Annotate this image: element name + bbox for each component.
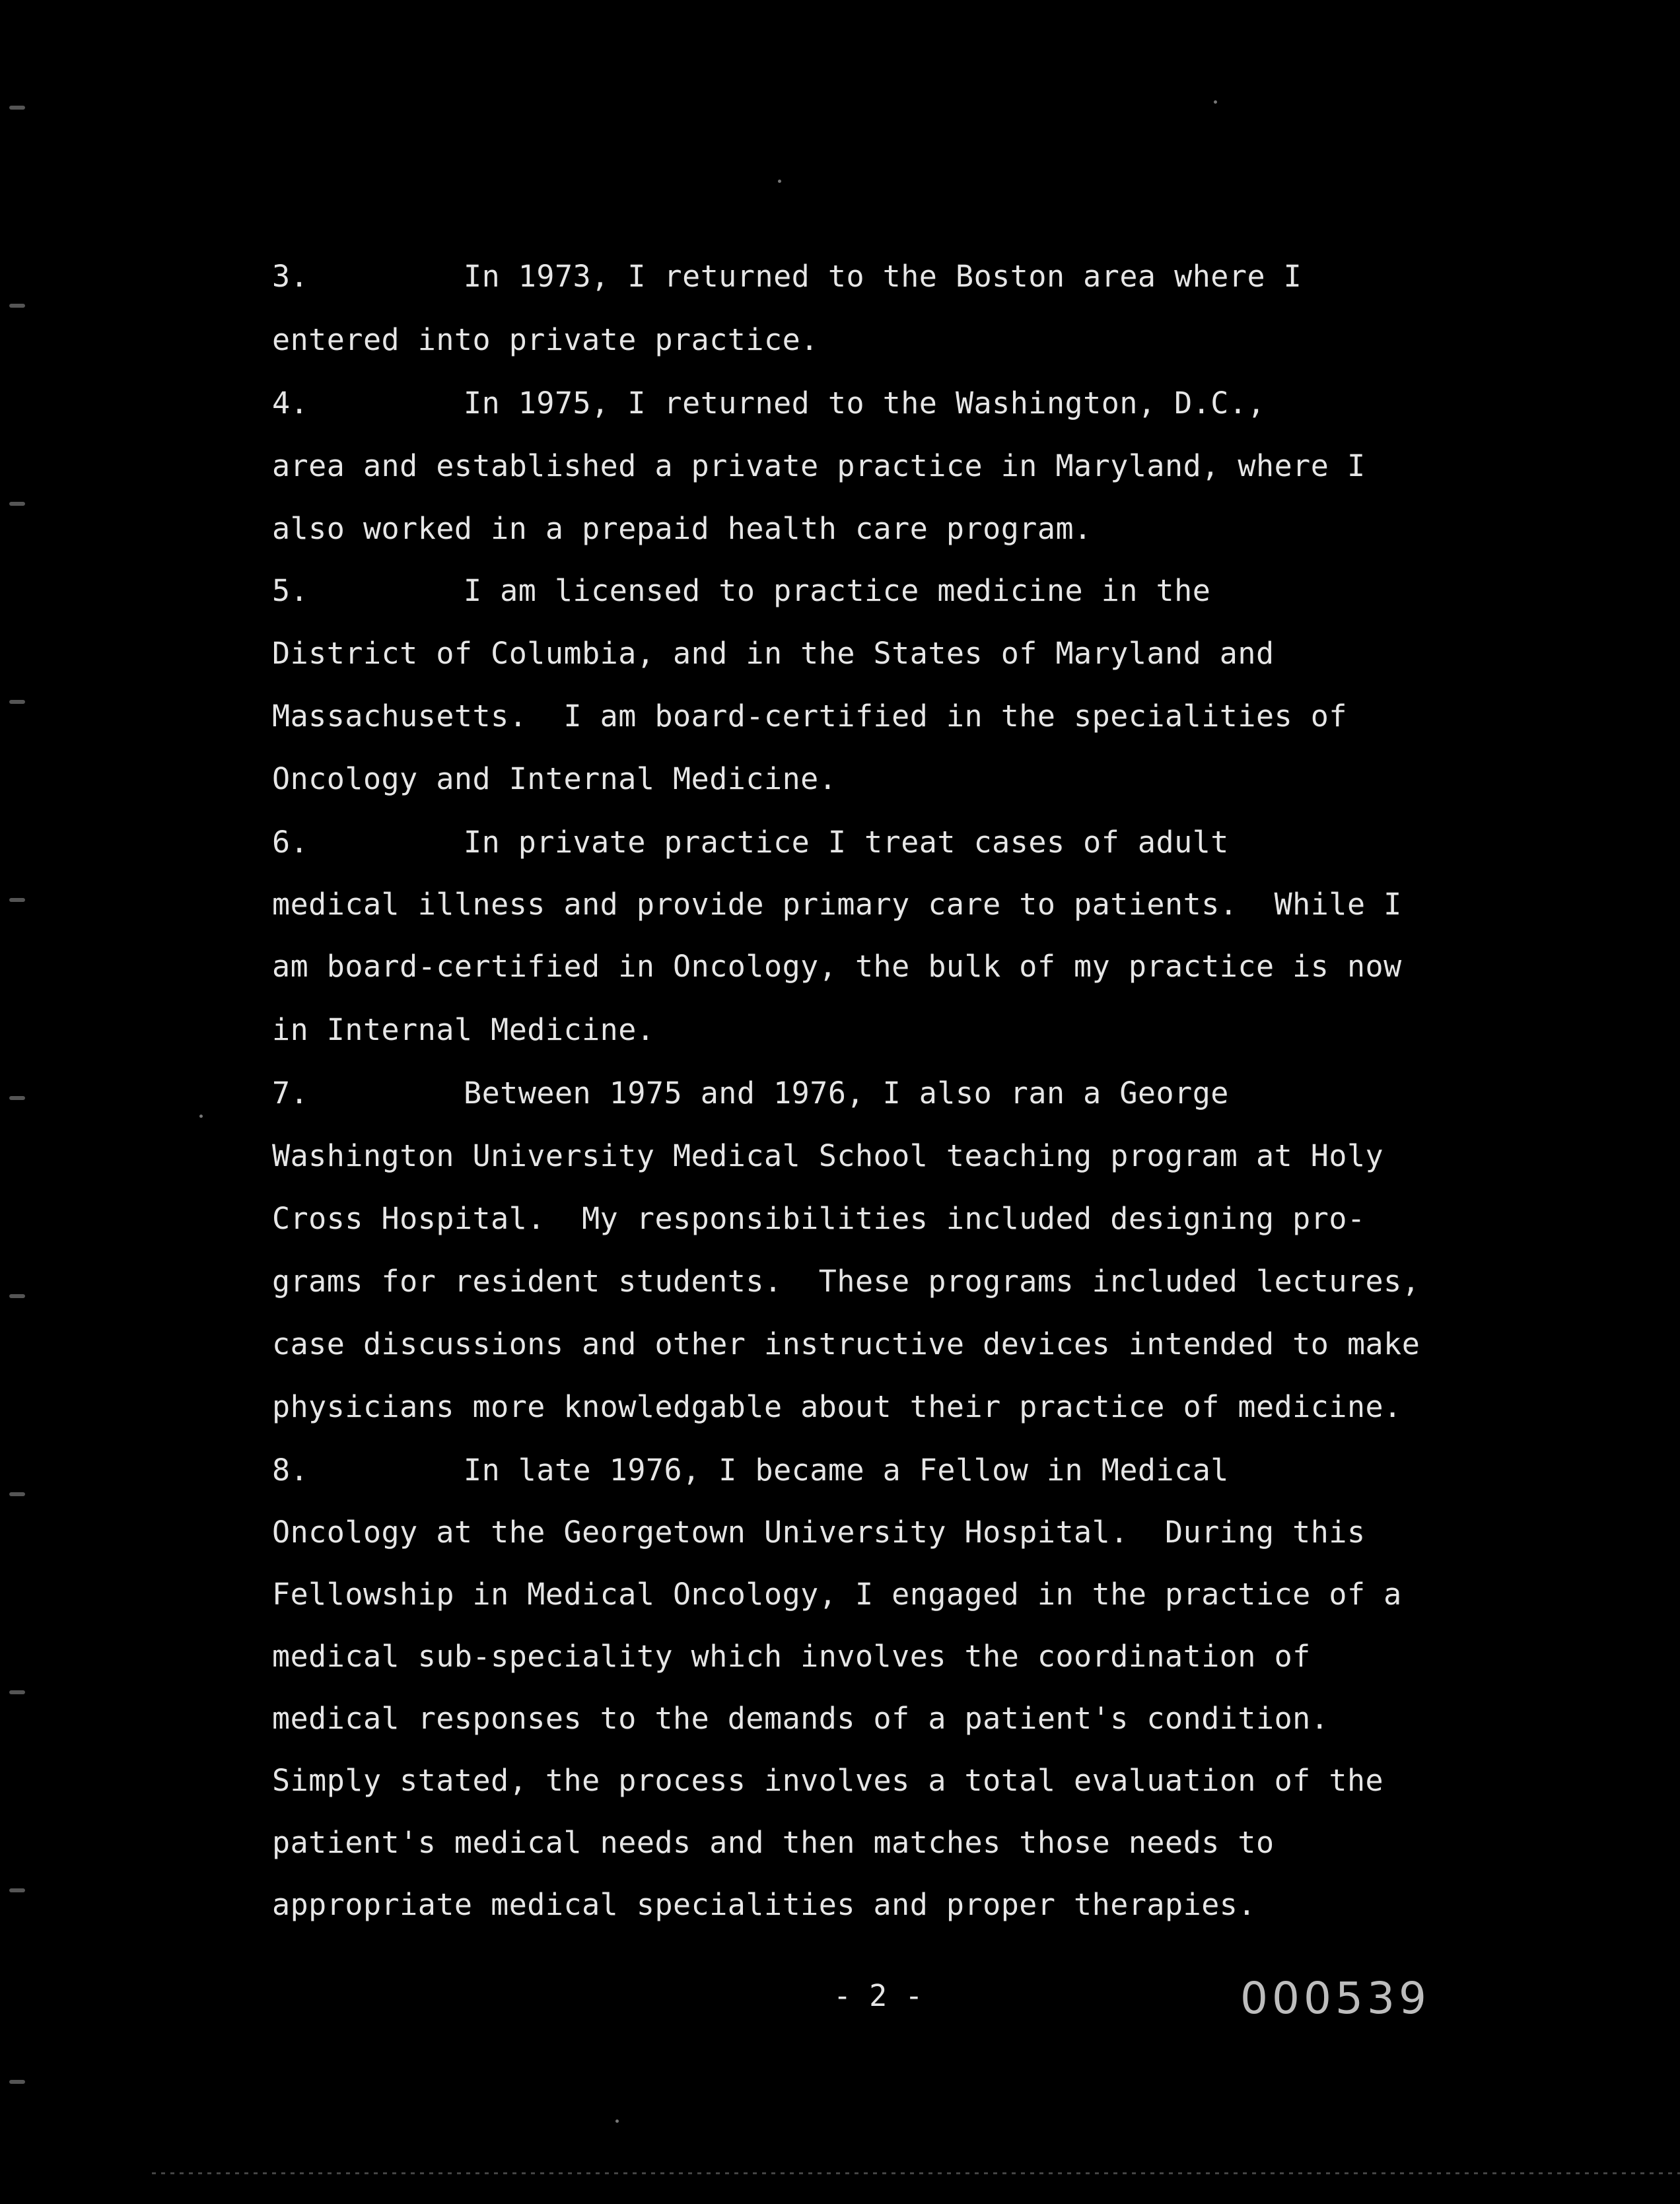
paragraph-8-line-6: Simply stated, the process involves a total evaluation of the (272, 1763, 1384, 1798)
paragraph-number: 6. (272, 825, 309, 860)
paragraph-7-line-1 (272, 1076, 1229, 1111)
paragraph-7-line-3: Cross Hospital. My responsibilities included designing pro- (272, 1201, 1366, 1236)
paragraph-number: 3. (272, 259, 309, 294)
scan-mark (9, 304, 25, 308)
scan-mark (9, 1492, 25, 1496)
scan-speck (778, 180, 781, 183)
paragraph-8-line-7: patient's medical needs and then matches those needs to (272, 1825, 1275, 1860)
paragraph-number: 5. (272, 573, 309, 608)
paragraph-3-line-1 (272, 259, 1302, 294)
paragraph-8-line-5: medical responses to the demands of a patient's condition. (272, 1701, 1329, 1736)
scan-speck (615, 2119, 619, 2123)
paragraph-5-line-1 (272, 573, 1211, 608)
paragraph-text: Between 1975 and 1976, I also ran a George (464, 1076, 1229, 1111)
scan-edge (152, 2172, 1680, 2174)
paragraph-text: In 1973, I returned to the Boston area where I (464, 259, 1302, 294)
paragraph-4-line-1 (272, 386, 1266, 421)
paragraph-number: 7. (272, 1076, 309, 1111)
paragraph-6-line-2: medical illness and provide primary care to patients. While I (272, 887, 1402, 922)
scan-speck (199, 1115, 203, 1118)
paragraph-8-line-8: appropriate medical specialities and proper therapies. (272, 1887, 1256, 1922)
scan-mark (9, 1294, 25, 1298)
paragraph-6-line-3: am board-certified in Oncology, the bulk of my practice is now (272, 949, 1402, 984)
paragraph-7-line-2: Washington University Medical School teaching program at Holy (272, 1138, 1384, 1173)
paragraph-8-line-1 (272, 1453, 1229, 1488)
scan-mark (9, 2080, 25, 2084)
paragraph-4-line-3: also worked in a prepaid health care program. (272, 511, 1092, 546)
paragraph-8-line-4: medical sub-speciality which involves the coordination of (272, 1639, 1311, 1674)
paragraph-text: I am licensed to practice medicine in the (464, 573, 1211, 608)
paragraph-3-line-2: entered into private practice. (272, 322, 819, 357)
paragraph-7-line-6: physicians more knowledgable about their practice of medicine. (272, 1389, 1402, 1424)
bates-stamp: 000539 (1240, 1973, 1430, 2024)
paragraph-5-line-2: District of Columbia, and in the States of Maryland and (272, 636, 1275, 671)
paragraph-number: 4. (272, 386, 309, 421)
paragraph-5-line-3: Massachusetts. I am board-certified in the specialities of (272, 699, 1347, 734)
paragraph-8-line-2: Oncology at the Georgetown University Hospital. During this (272, 1515, 1366, 1550)
paragraph-5-line-4: Oncology and Internal Medicine. (272, 761, 837, 796)
scan-mark (9, 1888, 25, 1892)
scan-mark (9, 106, 25, 110)
paragraph-4-line-2: area and established a private practice in Maryland, where I (272, 448, 1366, 483)
scan-mark (9, 700, 25, 704)
scan-speck (1214, 100, 1217, 104)
paragraph-8-line-3: Fellowship in Medical Oncology, I engaged in the practice of a (272, 1577, 1402, 1612)
paragraph-6-line-1 (272, 825, 1229, 860)
paragraph-text: In late 1976, I became a Fellow in Medical (464, 1453, 1229, 1488)
paragraph-text: In private practice I treat cases of adult (464, 825, 1229, 860)
paragraph-6-line-4: in Internal Medicine. (272, 1012, 655, 1047)
scan-mark (9, 898, 25, 902)
page-number: - 2 - (833, 1978, 923, 2013)
paragraph-7-line-5: case discussions and other instructive devices intended to make (272, 1326, 1420, 1361)
scan-mark (9, 1096, 25, 1100)
scan-mark (9, 1690, 25, 1694)
paragraph-text: In 1975, I returned to the Washington, D.C., (464, 386, 1266, 421)
paragraph-number: 8. (272, 1453, 309, 1488)
paragraph-7-line-4: grams for resident students. These programs included lectures, (272, 1264, 1420, 1299)
scan-mark (9, 502, 25, 506)
